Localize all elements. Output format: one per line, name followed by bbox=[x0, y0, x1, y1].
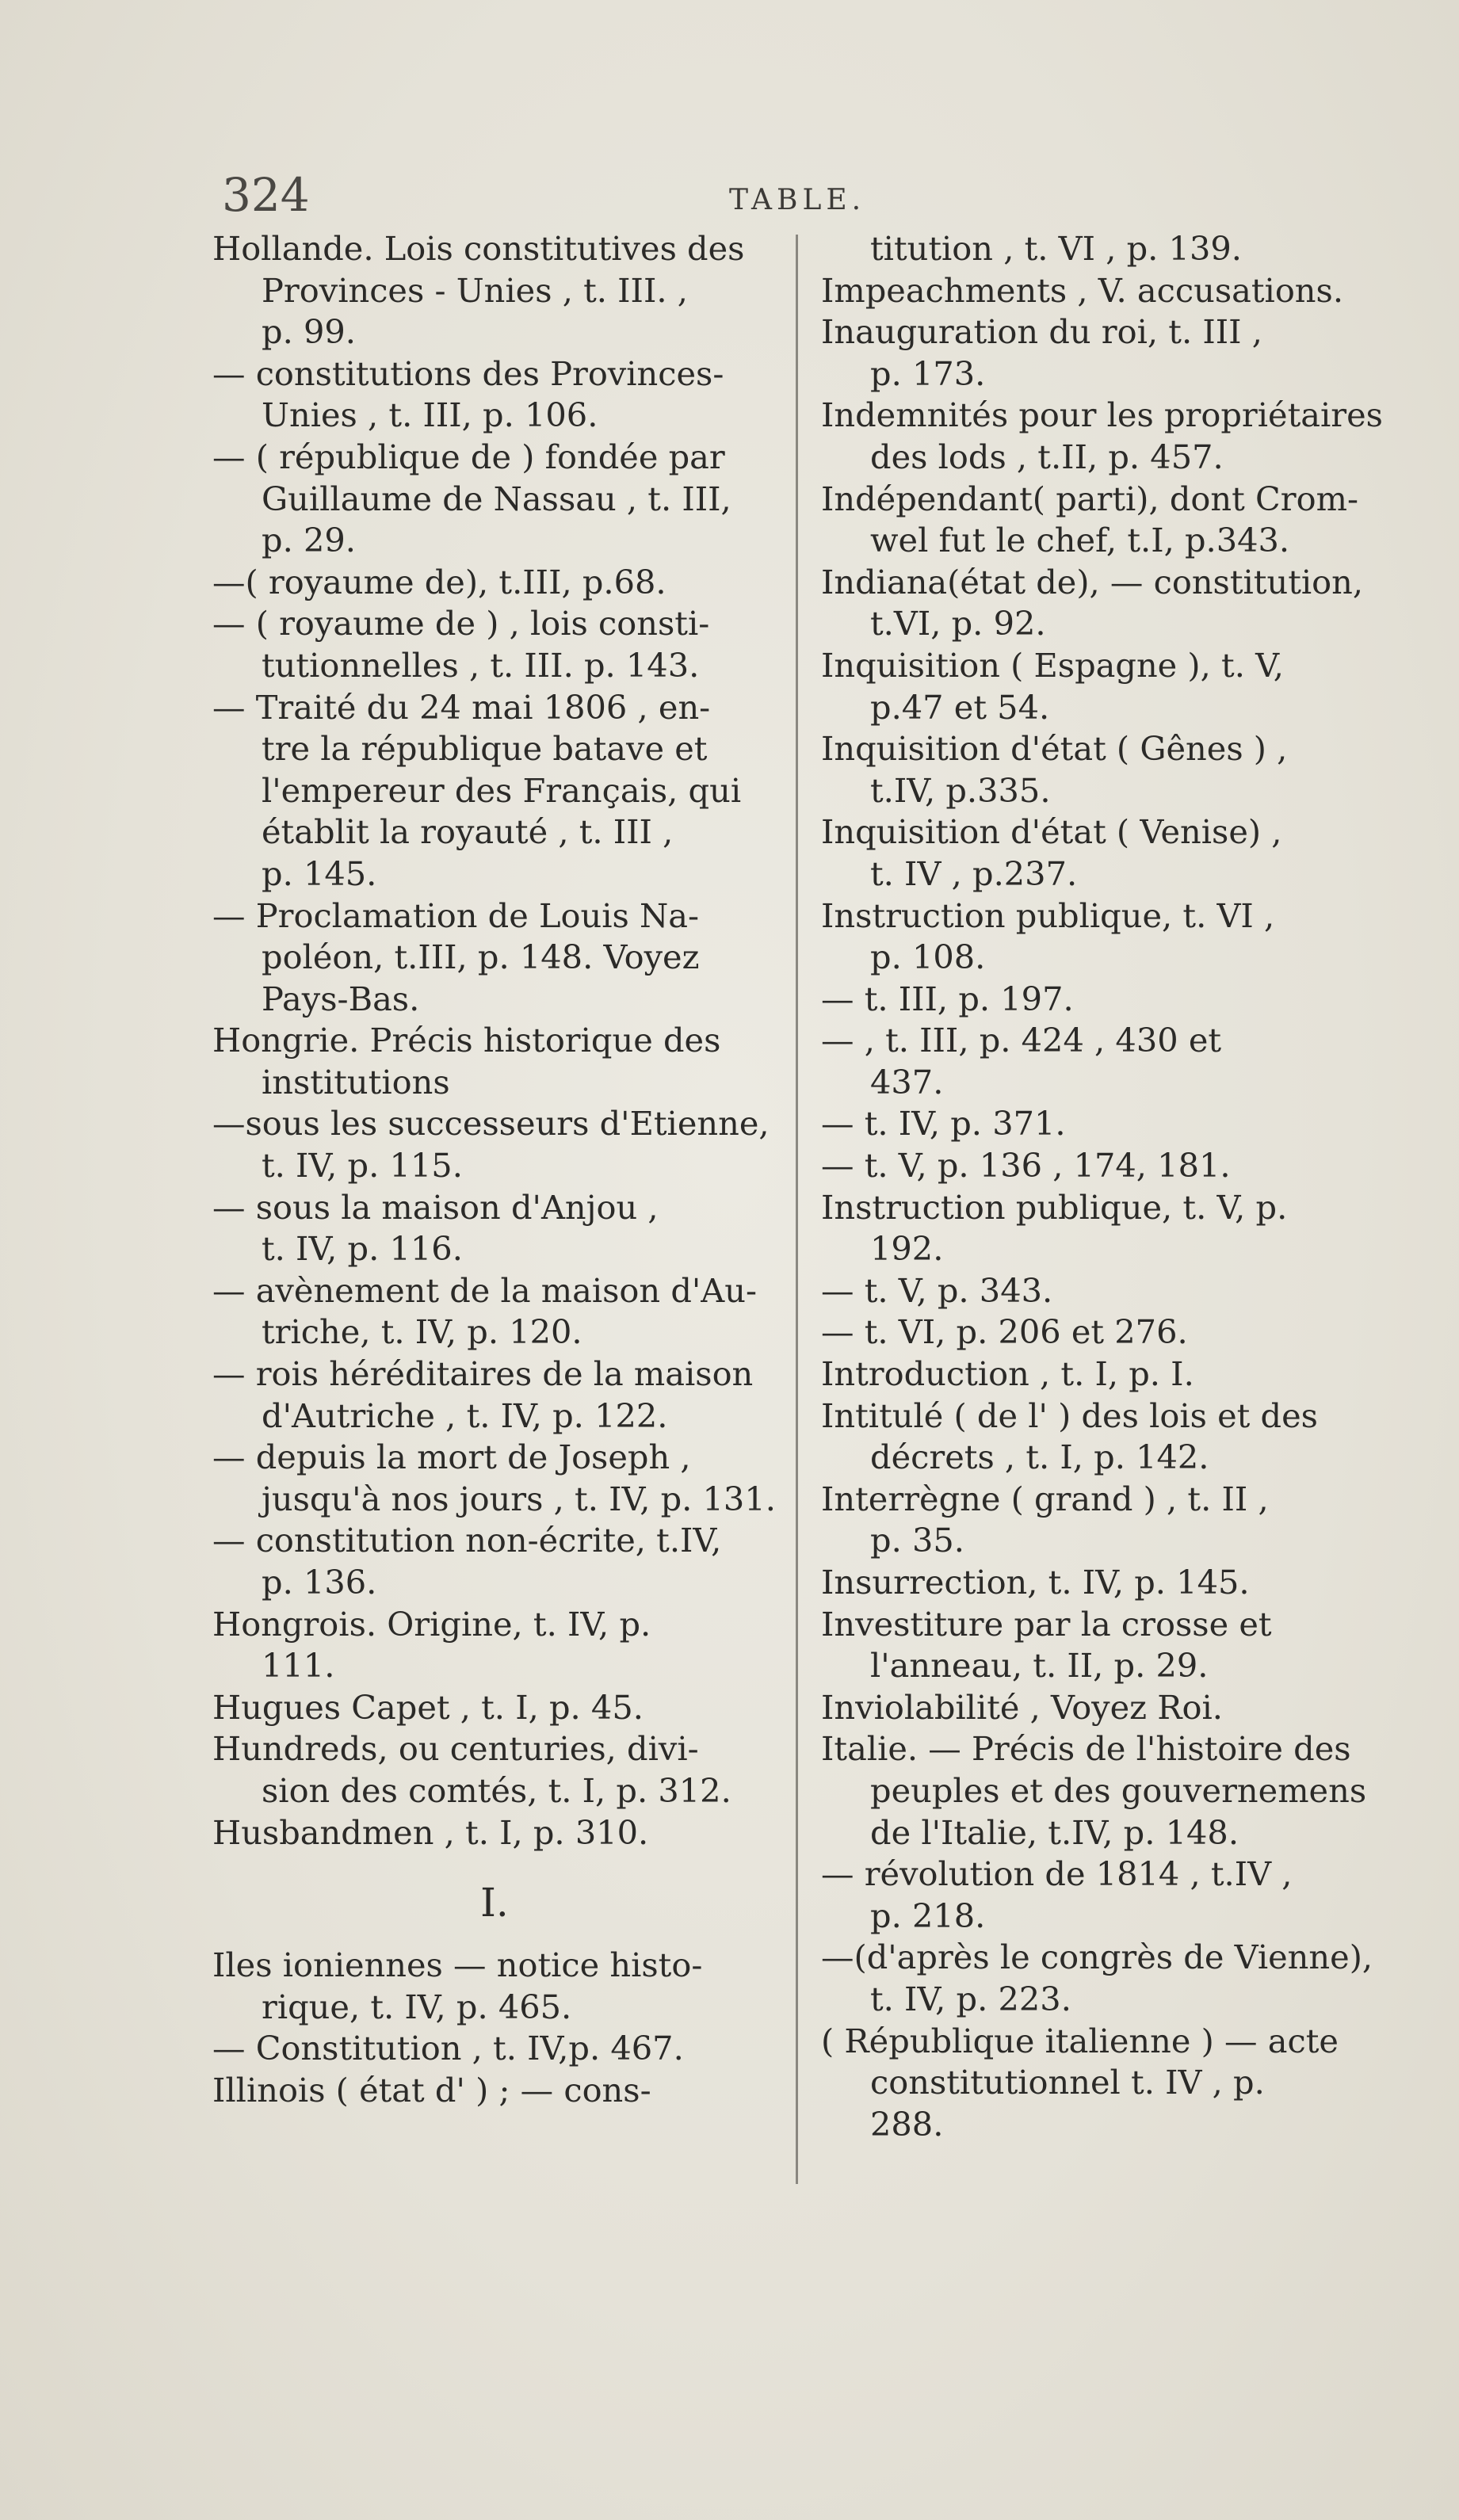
index-line: ( République italienne ) — acte bbox=[821, 2021, 1339, 2060]
index-line: l'anneau, t. II, p. 29. bbox=[870, 1646, 1209, 1686]
index-line: des lods , t.II, p. 457. bbox=[870, 437, 1224, 476]
index-line: Instruction publique, t. V, p. bbox=[821, 1187, 1288, 1227]
running-head: TABLE. bbox=[729, 184, 866, 216]
index-line: Hugues Capet , t. I, p. 45. bbox=[212, 1687, 644, 1727]
index-line: — Constitution , t. IV,p. 467. bbox=[212, 2029, 684, 2068]
index-line: p.47 et 54. bbox=[870, 687, 1050, 727]
index-line: — t. V, p. 343. bbox=[821, 1270, 1053, 1310]
index-line: Unies , t. III, p. 106. bbox=[262, 395, 598, 435]
index-line: t.VI, p. 92. bbox=[870, 604, 1046, 643]
index-line: Italie. — Précis de l'histoire des bbox=[821, 1729, 1351, 1769]
index-line: p. 35. bbox=[870, 1521, 964, 1560]
index-line: wel fut le chef, t.I, p.343. bbox=[870, 521, 1290, 560]
index-line: — constitution non-écrite, t.IV, bbox=[212, 1521, 722, 1560]
index-line: de l'Italie, t.IV, p. 148. bbox=[870, 1812, 1239, 1852]
index-line: décrets , t. I, p. 142. bbox=[870, 1438, 1209, 1477]
index-line: Instruction publique, t. VI , bbox=[821, 895, 1275, 935]
index-line: 192. bbox=[870, 1229, 944, 1269]
index-line: p. 29. bbox=[262, 521, 356, 560]
index-line: Illinois ( état d' ) ; — cons- bbox=[212, 2070, 651, 2110]
index-line: Insurrection, t. IV, p. 145. bbox=[821, 1563, 1250, 1602]
index-line: Iles ioniennes — notice histo- bbox=[212, 1945, 703, 1985]
index-line: 437. bbox=[870, 1062, 944, 1102]
index-line: t. IV, p. 115. bbox=[262, 1146, 463, 1186]
index-line: t. IV , p.237. bbox=[870, 853, 1078, 893]
column-divider bbox=[796, 235, 798, 2184]
index-line: institutions bbox=[262, 1062, 450, 1102]
index-line: Indépendant( parti), dont Crom- bbox=[821, 479, 1358, 518]
index-line: Indiana(état de), — constitution, bbox=[821, 562, 1364, 601]
index-line: — t. IV, p. 371. bbox=[821, 1104, 1066, 1144]
index-line: Inquisition d'état ( Venise) , bbox=[821, 812, 1282, 852]
index-line: — ( république de ) fondée par bbox=[212, 437, 725, 476]
index-line: t. IV, p. 223. bbox=[870, 1979, 1071, 2018]
index-line: Hongrie. Précis historique des bbox=[212, 1021, 721, 1060]
index-line: — Proclamation de Louis Na- bbox=[212, 895, 700, 935]
index-line: 288. bbox=[870, 2104, 944, 2144]
index-line: —sous les successeurs d'Etienne, bbox=[212, 1104, 770, 1144]
index-line: titution , t. VI , p. 139. bbox=[870, 229, 1242, 268]
index-line: établit la royauté , t. III , bbox=[262, 812, 674, 852]
index-line: sion des comtés, t. I, p. 312. bbox=[262, 1770, 731, 1810]
index-line: Husbandmen , t. I, p. 310. bbox=[212, 1812, 649, 1852]
index-line: —( royaume de), t.III, p.68. bbox=[212, 562, 666, 601]
index-line: 111. bbox=[262, 1646, 335, 1686]
index-line: t.IV, p.335. bbox=[870, 770, 1051, 810]
index-line: — t. III, p. 197. bbox=[821, 979, 1074, 1018]
index-line: d'Autriche , t. IV, p. 122. bbox=[262, 1396, 668, 1435]
index-line: — avènement de la maison d'Au- bbox=[212, 1270, 758, 1310]
index-line: Hongrois. Origine, t. IV, p. bbox=[212, 1604, 651, 1644]
index-line: — révolution de 1814 , t.IV , bbox=[821, 1854, 1293, 1894]
index-line: Hollande. Lois constitutives des bbox=[212, 229, 745, 268]
index-line: p. 218. bbox=[870, 1896, 986, 1935]
index-line: Hundreds, ou centuries, divi- bbox=[212, 1729, 699, 1769]
index-line: p. 99. bbox=[262, 312, 356, 352]
index-line: l'empereur des Français, qui bbox=[262, 770, 742, 810]
index-line: Pays-Bas. bbox=[262, 979, 420, 1018]
index-line: —(d'après le congrès de Vienne), bbox=[821, 1938, 1373, 1977]
index-line: Investiture par la crosse et bbox=[821, 1604, 1272, 1644]
index-line: — Traité du 24 mai 1806 , en- bbox=[212, 687, 711, 727]
index-line: Interrègne ( grand ) , t. II , bbox=[821, 1479, 1269, 1518]
index-line: — rois héréditaires de la maison bbox=[212, 1354, 754, 1394]
index-line: peuples et des gouvernemens bbox=[870, 1770, 1367, 1810]
page-header bbox=[222, 168, 873, 223]
index-line: — constitutions des Provinces- bbox=[212, 353, 724, 393]
index-line: Inauguration du roi, t. III , bbox=[821, 312, 1262, 352]
index-line: — , t. III, p. 424 , 430 et bbox=[821, 1021, 1222, 1060]
index-line: t. IV, p. 116. bbox=[262, 1229, 463, 1269]
index-line: — depuis la mort de Joseph , bbox=[212, 1438, 691, 1477]
index-line: rique, t. IV, p. 465. bbox=[262, 1987, 572, 2026]
index-line: tre la république batave et bbox=[262, 729, 708, 769]
index-line: p. 136. bbox=[262, 1563, 377, 1602]
index-line: Intitulé ( de l' ) des lois et des bbox=[821, 1396, 1318, 1435]
index-line: p. 173. bbox=[870, 353, 986, 393]
index-line: p. 145. bbox=[262, 853, 377, 893]
index-line: poléon, t.III, p. 148. Voyez bbox=[262, 937, 700, 977]
index-line: Impeachments , V. accusations. bbox=[821, 270, 1344, 310]
index-line: Inquisition ( Espagne ), t. V, bbox=[821, 645, 1284, 685]
index-line: Introduction , t. I, p. I. bbox=[821, 1354, 1194, 1394]
index-line: p. 108. bbox=[870, 937, 986, 977]
index-line: constitutionnel t. IV , p. bbox=[870, 2063, 1265, 2102]
index-line: Inquisition d'état ( Gênes ) , bbox=[821, 729, 1288, 769]
page-number: 324 bbox=[222, 168, 310, 222]
index-line: tutionnelles , t. III. p. 143. bbox=[262, 645, 700, 685]
index-line: Provinces - Unies , t. III. , bbox=[262, 270, 688, 310]
index-column-right bbox=[821, 228, 1385, 2145]
index-column-left bbox=[212, 228, 777, 2112]
index-line: jusqu'à nos jours , t. IV, p. 131. bbox=[262, 1479, 776, 1518]
index-line: — t. VI, p. 206 et 276. bbox=[821, 1312, 1188, 1352]
index-line: Inviolabilité , Voyez Roi. bbox=[821, 1687, 1223, 1727]
index-line: — ( royaume de ) , lois consti- bbox=[212, 604, 710, 643]
index-line: — sous la maison d'Anjou , bbox=[212, 1187, 659, 1227]
index-line: — t. V, p. 136 , 174, 181. bbox=[821, 1146, 1231, 1186]
index-line: Guillaume de Nassau , t. III, bbox=[262, 479, 731, 518]
index-line: Indemnités pour les propriétaires bbox=[821, 395, 1383, 435]
index-line: triche, t. IV, p. 120. bbox=[262, 1312, 582, 1352]
section-letter-heading: I. bbox=[480, 1880, 509, 1926]
